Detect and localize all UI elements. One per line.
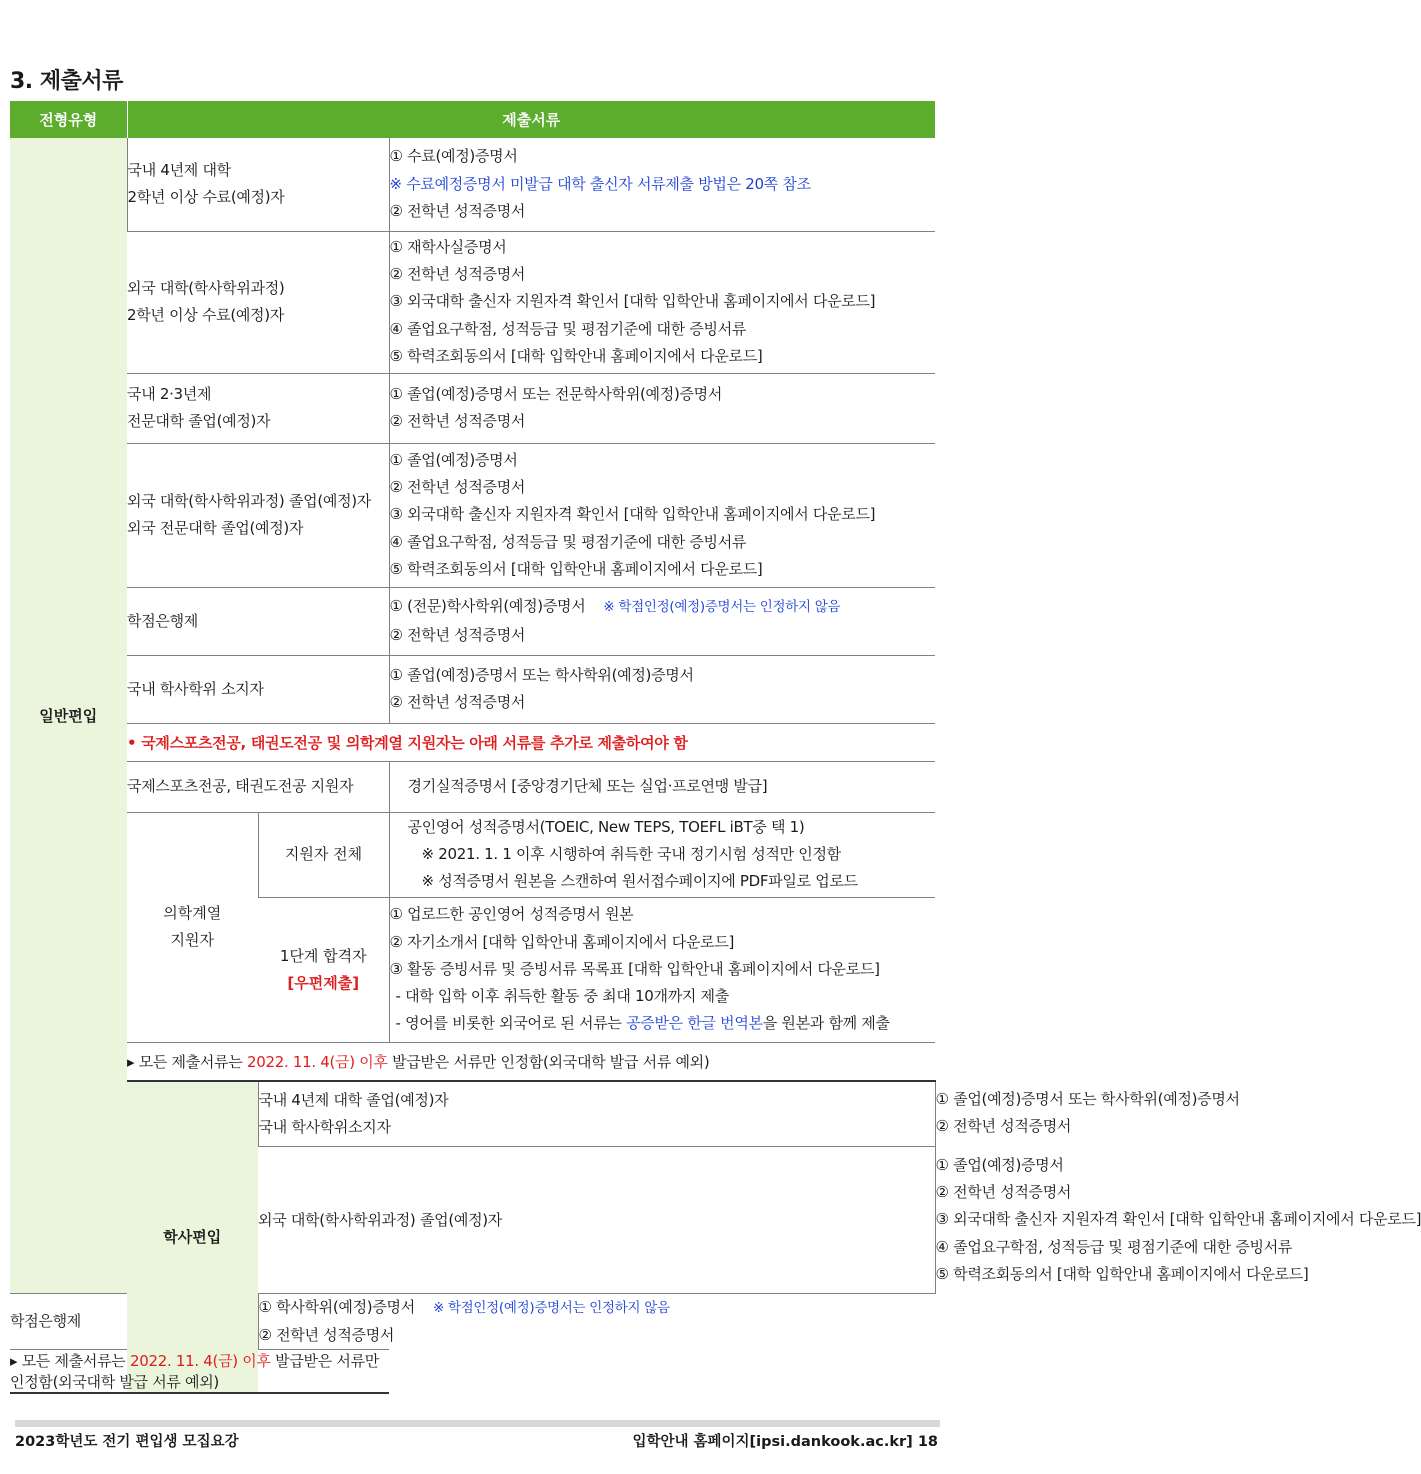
medical-label-line: 지원자 [170, 931, 214, 949]
docs-cell [258, 1294, 670, 1350]
table-row [10, 231, 935, 373]
doc-line: ② 전학년 성적증명서 [389, 412, 526, 430]
doc-line: - 대학 입학 이후 취득한 활동 중 최대 10개까지 제출 [395, 987, 729, 1006]
category-cell [258, 1147, 935, 1294]
table-row [10, 138, 935, 231]
footer-divider [15, 1420, 940, 1427]
header-docs: 제출서류 [127, 101, 935, 138]
category-line: 2학년 이상 수료(예정)자 [127, 188, 285, 207]
doc-line: ③ 외국대학 출신자 지원자격 확인서 [대학 입학안내 홈페이지에서 다운로드] [389, 505, 876, 524]
doc-line: ① 졸업(예정)증명서 또는 학사학위(예정)증명서 [389, 665, 694, 684]
table-row [10, 443, 935, 587]
table-row [10, 761, 935, 812]
doc-note: ※ 학점인정(예정)증명서는 인정하지 않음 [432, 1300, 670, 1316]
doc-line: ② 전학년 성적증명서 [389, 478, 526, 497]
all-applicants-label: 지원자 전체 [258, 812, 389, 897]
category-line: 국내 4년제 대학 [127, 161, 231, 180]
doc-line: ② 전학년 성적증명서 [258, 1326, 395, 1345]
footnote-date: 2022. 11. 4(금) 이후 [246, 1052, 388, 1071]
doc-line: ① 재학사실증명서 [389, 237, 507, 256]
category-line: 학점은행제 [10, 1312, 81, 1331]
doc-highlight: 공증받은 한글 번역본 [626, 1014, 763, 1033]
doc-line: ② 전학년 성적증명서 [389, 625, 526, 644]
doc-note: ※ 2021. 1. 1 이후 시행하여 취득한 국내 정기시험 성적만 인정함 [421, 844, 841, 863]
doc-line-with-note [258, 1294, 670, 1322]
table-header [10, 101, 935, 138]
footnote-row [10, 1042, 935, 1081]
stage1-label-line: 1단계 합격자 [279, 946, 367, 965]
footer-page-info: 입학안내 홈페이지[ipsi.dankook.ac.kr] 18 [632, 1434, 938, 1450]
doc-line: ② 전학년 성적증명서 [389, 693, 526, 711]
category-line: 국내 학사학위소지자 [258, 1117, 391, 1136]
medical-label-line: 의학계열 [163, 904, 222, 922]
doc-line: ② 자기소개서 [대학 입학안내 홈페이지에서 다운로드] [389, 932, 735, 951]
doc-line: ⑤ 학력조회동의서 [대학 입학안내 홈페이지에서 다운로드] [389, 346, 763, 365]
mail-submit-label: [우편제출] [287, 973, 360, 992]
doc-text: - 영어를 비롯한 외국어로 된 서류는 [395, 1014, 627, 1033]
doc-note: ※ 성적증명서 원본을 스캔하여 원서접수페이지에 PDF파일로 업로드 [421, 872, 858, 891]
docs-cell [389, 138, 935, 231]
docs-cell: 경기실적증명서 [중앙경기단체 또는 실업·프로연맹 발급] [389, 761, 935, 812]
category-line: 국내 4년제 대학 졸업(예정)자 [258, 1090, 449, 1109]
doc-note: ※ 학점인정(예정)증명서는 인정하지 않음 [603, 599, 841, 616]
footnote [10, 1350, 389, 1394]
table-row [10, 1294, 935, 1350]
category-line: 외국 전문대학 졸업(예정)자 [127, 519, 304, 537]
type-general: 일반편입 [10, 138, 127, 1294]
docs-cell [389, 231, 935, 373]
footnote-row [10, 1350, 935, 1394]
category-line: 학점은행제 [127, 611, 198, 630]
doc-line: ② 전학년 성적증명서 [389, 265, 526, 284]
doc-line-with-note [390, 593, 936, 621]
header-type: 전형유형 [10, 101, 127, 138]
doc-line: ① 수료(예정)증명서 [389, 147, 518, 166]
doc-line: ① 졸업(예정)증명서 또는 전문학사학위(예정)증명서 [389, 384, 723, 403]
docs-cell [389, 373, 935, 443]
category-line: 국내 2·3년제 [127, 385, 212, 403]
table-row: 학사편입 국내 4년제 대학 졸업(예정)자 국내 학사학위소지자 ① 졸업(예정)증명서 또는 학사학위(예정)증명서 ② 전학년 성적증명서 [10, 1081, 935, 1147]
doc-line: ③ 외국대학 출신자 지원자격 확인서 [대학 입학안내 홈페이지에서 다운로드] [389, 292, 876, 311]
additional-docs-notice: • 국제스포츠전공, 태권도전공 및 의학계열 지원자는 아래 서류를 추가로 제출하여야 함 [127, 723, 935, 761]
footnote-date: 2022. 11. 4(금) 이후 [129, 1352, 271, 1371]
footnote-text: ▸ 모든 제출서류는 [127, 1052, 247, 1071]
category-line: 외국 대학(학사학위과정) 졸업(예정)자 [258, 1210, 502, 1229]
doc-line-mixed [390, 1010, 936, 1037]
docs-cell [389, 812, 935, 897]
doc-line: ④ 졸업요구학점, 성적등급 및 평점기준에 대한 증빙서류 [389, 319, 747, 338]
category-cell [127, 373, 389, 443]
doc-text: 을 원본과 함께 제출 [762, 1014, 890, 1033]
doc-line: ③ 활동 증빙서류 및 증빙서류 목록표 [대학 입학안내 홈페이지에서 다운로드] [389, 959, 880, 978]
medical-label [127, 812, 258, 1042]
table-row [10, 587, 935, 655]
doc-note: ※ 수료예정증명서 미발급 대학 출신자 서류제출 방법은 20쪽 참조 [389, 174, 811, 193]
notice-row [10, 723, 935, 761]
doc-line: ① 업로드한 공인영어 성적증명서 원본 [389, 905, 634, 924]
footer-title: 2023학년도 전기 편입생 모집요강 [15, 1434, 239, 1450]
category-line: 2학년 이상 수료(예정)자 [127, 306, 284, 324]
doc-line: ⑤ 학력조회동의서 [대학 입학안내 홈페이지에서 다운로드] [389, 559, 763, 578]
stage1-label [258, 897, 389, 1042]
category-line: 외국 대학(학사학위과정) 졸업(예정)자 [127, 492, 371, 510]
table-row [10, 373, 935, 443]
category-line: 국내 학사학위 소지자 [127, 679, 264, 698]
docs-cell [389, 655, 935, 723]
footnote-text: 발급받은 서류만 인정함(외국대학 발급 서류 예외) [387, 1052, 710, 1071]
category-cell [10, 1294, 258, 1350]
category-line: 외국 대학(학사학위과정) [127, 279, 285, 297]
category-cell [127, 443, 389, 587]
type-bachelor: 학사편입 [127, 1081, 258, 1394]
doc-line: ② 전학년 성적증명서 [389, 201, 526, 220]
category-cell [127, 138, 389, 231]
documents-table [10, 101, 1421, 1394]
doc-text: ① 학사학위(예정)증명서 [258, 1298, 415, 1316]
table-row [10, 655, 935, 723]
section-title: 3. 제출서류 [10, 69, 123, 94]
category-cell [258, 1081, 935, 1147]
category-cell [127, 231, 389, 373]
doc-line: ① 졸업(예정)증명서 [389, 450, 518, 469]
category-cell: 국제스포츠전공, 태권도전공 지원자 [127, 761, 389, 812]
table-row [10, 812, 935, 897]
table-row: 외국 대학(학사학위과정) 졸업(예정)자 ① 졸업(예정)증명서 ② 전학년 성적증명서 ③ 외국대학 출신자 지원자격 확인서 [대학 입학안내 홈페이지에서 다운로드] ④ 졸업요구학점, 성적등급 및 평점기준에 대한 증빙서류 ⑤ 학력조회동의서 [대학 입학안내 홈페이지에서 다운로드] [10, 1147, 935, 1294]
docs-cell [389, 587, 935, 655]
docs-cell [389, 443, 935, 587]
category-cell [127, 655, 389, 723]
doc-text: ① (전문)학사학위(예정)증명서 [389, 597, 586, 616]
footnote-text: ▸ 모든 제출서류는 [10, 1352, 130, 1371]
footnote-text: 발급받은 서류만 인정함(외국대학 발급 서류 예외) [10, 1352, 379, 1392]
category-line: 전문대학 졸업(예정)자 [127, 412, 271, 430]
doc-line: 공인영어 성적증명서(TOEIC, New TEPS, TOEFL iBT중 택 1) [407, 817, 805, 836]
footnote [127, 1042, 935, 1081]
doc-line: ④ 졸업요구학점, 성적등급 및 평점기준에 대한 증빙서류 [389, 532, 747, 551]
category-cell [127, 587, 389, 655]
docs-cell [389, 897, 935, 1042]
